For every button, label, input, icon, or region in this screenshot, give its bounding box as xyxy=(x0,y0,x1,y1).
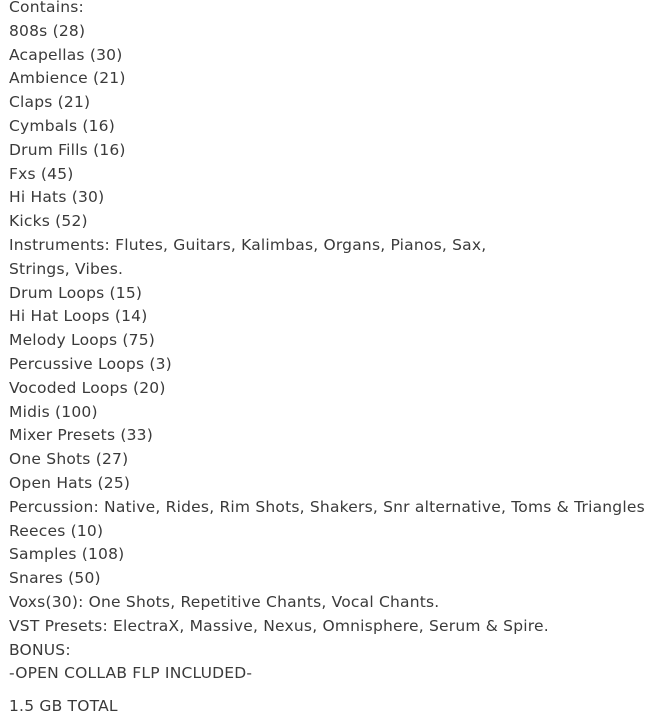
bonus-heading: BONUS: xyxy=(9,640,71,659)
list-item: Claps (21) xyxy=(9,93,91,112)
contents-list xyxy=(9,0,659,686)
list-item: Acapellas (30) xyxy=(9,45,123,64)
list-item: 808s (28) xyxy=(9,21,86,40)
list-item: Cymbals (16) xyxy=(9,116,115,135)
list-item: Instruments: Flutes, Guitars, Kalimbas, Organs, Pianos, Sax, xyxy=(9,235,487,254)
product-contents xyxy=(9,0,659,719)
list-item: Reeces (10) xyxy=(9,521,104,540)
contains-heading: Contains: xyxy=(9,0,84,16)
list-item: Drum Fills (16) xyxy=(9,140,126,159)
list-item: Melody Loops (75) xyxy=(9,331,156,350)
list-item: Percussion: Native, Rides, Rim Shots, Shakers, Snr alternative, Toms & Triangles xyxy=(9,497,645,516)
list-item: Hi Hat Loops (14) xyxy=(9,307,148,326)
list-item: Percussive Loops (3) xyxy=(9,354,172,373)
list-item: Ambience (21) xyxy=(9,69,126,88)
list-item: Midis (100) xyxy=(9,402,98,421)
total-size: 1.5 GB TOTAL xyxy=(9,697,118,716)
list-item: Hi Hats (30) xyxy=(9,188,105,207)
list-item: Strings, Vibes. xyxy=(9,259,124,278)
list-item: Samples (108) xyxy=(9,545,125,564)
list-item: Vocoded Loops (20) xyxy=(9,378,166,397)
list-item: Fxs (45) xyxy=(9,164,74,183)
list-item: Snares (50) xyxy=(9,569,101,588)
list-item: Mixer Presets (33) xyxy=(9,426,153,445)
list-item: One Shots (27) xyxy=(9,450,129,469)
bonus-item: -OPEN COLLAB FLP INCLUDED- xyxy=(9,664,253,683)
list-item: Open Hats (25) xyxy=(9,473,131,492)
list-item: VST Presets: ElectraX, Massive, Nexus, Omnisphere, Serum & Spire. xyxy=(9,616,549,635)
list-item: Drum Loops (15) xyxy=(9,283,143,302)
list-item: Voxs(30): One Shots, Repetitive Chants, Vocal Chants. xyxy=(9,592,440,611)
list-item: Kicks (52) xyxy=(9,212,88,231)
